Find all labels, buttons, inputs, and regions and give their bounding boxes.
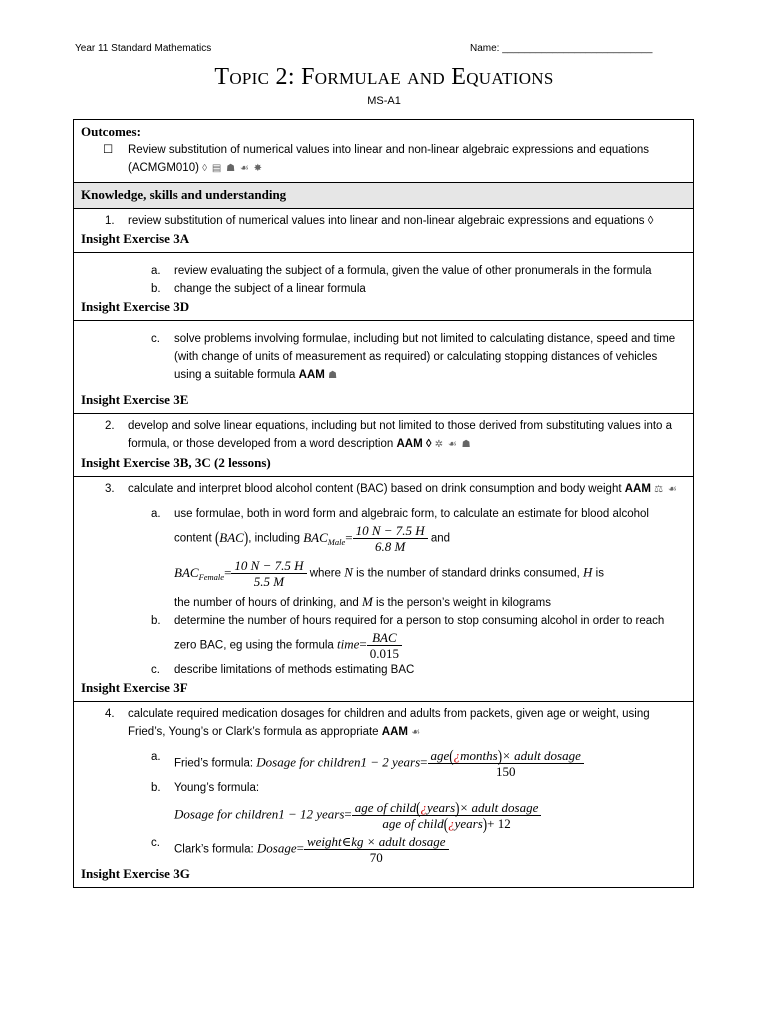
exercise-label: Insight Exercise 3A (81, 231, 190, 246)
exercise-label: Insight Exercise 3G (81, 866, 190, 881)
name-field-label: Name: ___________________________ (470, 43, 653, 54)
section-1c-row (74, 321, 694, 414)
female-subscript: Female (198, 571, 225, 582)
list-item-3a: a. use formulae, both in word form and algebraic form, to calculate an estimate for blood alcohol content (BAC), including $BAC_{Male}=$ $\frac{10 N - 7.5 H}{6.8 M}$ and $BAC_{Female}=$ $\frac{10 N - 7.5 H}{5.5 M}$ where N is the number of standard drinks consumed, H is the number of hours of drinking, and M is the person’s weight in kilograms (81, 505, 686, 612)
list-item-4a: a. Fried’s formula: Dosage for children1 − 2 years= $\frac{\text{age(¿months)× adult dosage}}{150}$ (81, 748, 686, 779)
female-bac-fraction: $\frac{10 N - 7.5 H}{5.5 M}$ (231, 558, 306, 589)
item-letter: b. (151, 782, 161, 794)
item-icons: ⚖ ☙ (654, 484, 678, 495)
item-number: 3. (105, 483, 115, 495)
item-icons: ✲ ☙ ☗ (434, 439, 472, 450)
item-text: review evaluating the subject of a formula, given the value of other pronumerals in the formula (174, 265, 652, 277)
item-text: develop and solve linear equations, including but not limited to those derived from substituting values into a formula, or those developed from a word description (128, 420, 673, 450)
list-item-3c (81, 661, 686, 679)
syllabus-table (73, 119, 694, 888)
item-letter: a. (151, 265, 161, 277)
young-fraction: $\frac{\text{age of child(¿years)× adult dosage}}{\text{age of child(¿years)+ 12}}$ (352, 800, 542, 831)
knowledge-row (74, 183, 694, 209)
outcome-icons: ◊ ▤ ☗ ☙ ✸ (202, 163, 263, 174)
exercise-label: Insight Exercise 3D (81, 299, 190, 314)
list-item-1 (81, 212, 686, 230)
formula-label: Clark’s formula: (174, 843, 254, 856)
item-letter: c. (151, 664, 160, 676)
time-fraction: $\frac{\text{BAC}}{0.015}$ (367, 630, 402, 661)
knowledge-heading: Knowledge, skills and understanding (81, 187, 287, 202)
list-item-1c (81, 330, 686, 385)
exercise-label: Insight Exercise 3F (81, 680, 188, 695)
list-item-2 (81, 417, 686, 454)
clark-lhs: Dosage (256, 840, 297, 856)
course-label: Year 11 Standard Mathematics (75, 43, 212, 54)
item-letter: c. (151, 333, 160, 345)
outcomes-heading: Outcomes: (81, 124, 141, 139)
item-letter: b. (151, 283, 161, 295)
section-3-row (74, 477, 694, 702)
item-icons: ☙ (411, 727, 422, 738)
item-text: describe limitations of methods estimating BAC (174, 664, 415, 676)
aam-tag: AAM (298, 369, 325, 381)
aam-tag: AAM (624, 483, 651, 495)
list-item-1b (81, 280, 686, 298)
outcome-item (81, 141, 686, 178)
list-item-3b: b. determine the number of hours required for a person to stop consuming alcohol in order to reach zero BAC, eg using the formula time= $\frac{\text{BAC}}{0.015}$ (81, 612, 686, 661)
clark-fraction: $\frac{\text{weight∈kg × adult dosage}}{70}$ (304, 834, 449, 865)
item-letter: a. (151, 751, 161, 763)
fried-fraction: $\frac{\text{age(¿months)× adult dosage}}{150}$ (428, 748, 584, 779)
list-item-4c: c. Clark’s formula: Dosage= $\frac{\text{weight∈kg × adult dosage}}{70}$ (81, 834, 686, 865)
item-text: calculate and interpret blood alcohol content (BAC) based on drink consumption and body weight (128, 483, 622, 495)
formula-label: Fried’s formula: (174, 757, 254, 770)
fried-lhs: Dosage for children1 − 2 years (256, 754, 421, 770)
list-item-3 (81, 480, 686, 499)
item-text: review substitution of numerical values into linear and non-linear algebraic expressions and equations ◊ (128, 215, 654, 227)
item-text: solve problems involving formulae, including but not limited to calculating distance, speed and time (with change of units of measurement as required) or calculating stopping distances of vehicles using a suitable formula (174, 333, 676, 381)
bac-var: BAC (219, 529, 244, 545)
exercise-label: Insight Exercise 3E (81, 392, 189, 407)
section-4-row (74, 702, 694, 888)
item-text: calculate required medication dosages for children and adults from packets, given age or weight, using Fried’s, Young’s or Clark’s formula as appropriate (128, 708, 650, 738)
item-number: 2. (105, 420, 115, 432)
exercise-label: Insight Exercise 3B, 3C (2 lessons) (81, 455, 271, 470)
item-letter: b. (151, 615, 161, 627)
item-number: 1. (105, 215, 115, 227)
item-number: 4. (105, 708, 115, 720)
item-text: change the subject of a linear formula (174, 283, 366, 295)
item-letter: c. (151, 837, 160, 849)
list-item-4 (81, 705, 686, 742)
young-lhs: Dosage for children1 − 12 years (174, 806, 345, 822)
page-title: Topic 2: Formulae and Equations (214, 64, 554, 90)
list-item-4b: b. Young’s formula: Dosage for children1 − 12 years= $\frac{\text{age of child(¿years)× adult dosage}}{\text{age of child(¿years)+ 12}}$ (81, 779, 686, 831)
syllabus-code: MS-A1 (367, 95, 401, 107)
section-1ab-row (74, 253, 694, 321)
item-text: determine the number of hours required for a person to stop consuming alcohol in order to reach zero BAC, eg using the formula (174, 615, 665, 652)
item-letter: a. (151, 508, 161, 520)
section-1-row (74, 209, 694, 253)
male-subscript: Male (327, 536, 346, 547)
outcomes-row (74, 120, 694, 183)
checkbox-icon: ☐ (103, 144, 114, 156)
formula-label: Young’s formula: (174, 782, 260, 794)
section-2-row (74, 414, 694, 477)
outcome-text: Review substitution of numerical values into linear and non-linear algebraic expressions and equations (ACMGM010) (128, 144, 649, 174)
male-bac-fraction: $\frac{10 N - 7.5 H}{6.8 M}$ (353, 523, 428, 554)
list-item-1a (81, 262, 686, 280)
item-text: use formulae, both in word form and algebraic form, to calculate an estimate for blood alcohol content (174, 508, 649, 545)
item-icons: ☗ (328, 370, 339, 381)
aam-tag: AAM ◊ (396, 438, 432, 450)
aam-tag: AAM (381, 726, 408, 738)
